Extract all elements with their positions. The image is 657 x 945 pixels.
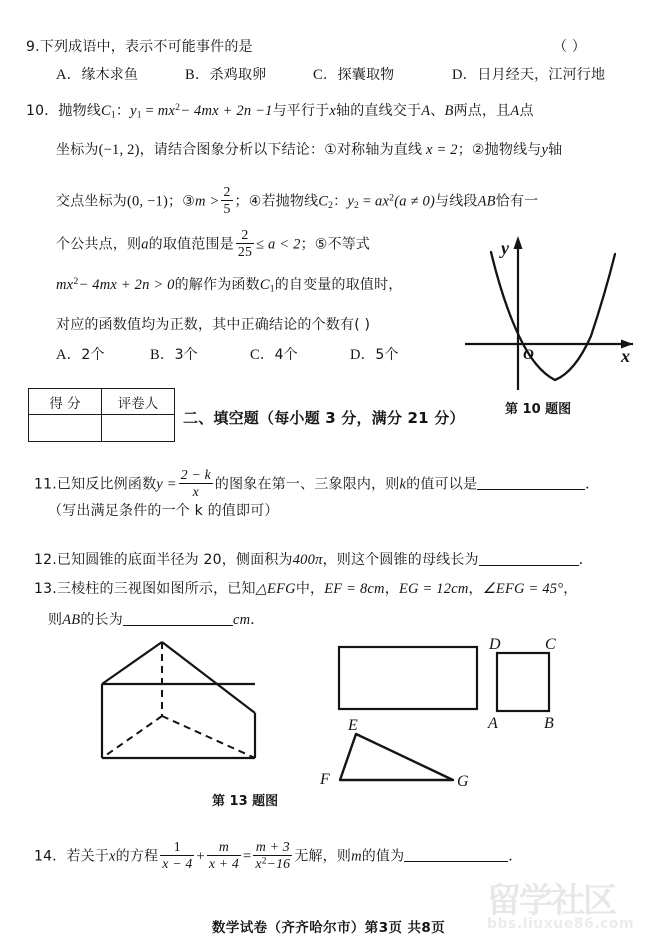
q10-l4-ineq: ≤ a < 2 [256,236,301,253]
q10-l1-eq: = [145,102,154,119]
q10-figure-caption: 第 10 题图 [505,402,572,417]
q9-option-d-text: 日月经天，江河行地 [477,67,606,83]
section2-title: 二、填空题（每小题 3 分，满分 21 分） [183,409,465,427]
q13-figure-rectangle-view [337,645,482,715]
q10-l2-c2: ；②抛物线与 [457,142,542,158]
q10-line1 [26,103,534,120]
q14-line1 [34,840,523,871]
q11-a: 11.已知反比例函数 [34,476,157,493]
q13-label-D: D [489,636,501,653]
q10-option-b-text: 3个 [174,347,198,363]
q10-l5-C1: C [259,276,270,293]
q10-l1-b: 与平行于 [272,102,330,119]
q9-option-d [452,68,605,83]
q10-line6: 对应的函数值均为正数，其中正确结论的个数有( ) [56,317,371,333]
q9-option-b [185,68,266,83]
q10-l3-frac-top: 2 [223,184,231,199]
q10-c1: C [101,102,111,119]
q13-line1 [34,582,577,597]
q13-l1-d: ， [468,581,483,597]
q10-y1: y [130,102,137,119]
q9-answer-parens: （ ） [553,39,587,55]
q10-l4-fraction [236,228,254,259]
q10-l3-colon: ： [333,193,348,210]
q10-l3-AB: AB [477,193,496,210]
q14-fraction-2 [207,840,241,871]
q11-line1 [34,468,599,499]
q10-l1-B: B [444,102,454,119]
q10-number: 10． [26,102,59,119]
q13-l1-a: 13.三棱柱的三视图如图所示，已知 [34,581,256,597]
q13-label-B: B [544,715,554,732]
q9-stem: 9.下列成语中，表示不可能事件的是 [26,39,253,55]
score-table-value-grader[interactable] [102,415,175,442]
q10-l1-a: 抛物线 [58,102,102,119]
q10-l1-A2: A [510,102,520,119]
q14-f3-bot-sup: 2 [261,856,267,867]
q13-l1-e: ， [563,581,578,597]
q10-l3-cond: (a ≠ 0) [394,193,436,210]
q11-fraction [179,468,213,499]
q10-l3-coord: (0, −1) [127,193,168,210]
q10-figure-y-label: y [501,238,509,258]
q14-plus: + [196,848,205,865]
q14-f1-top: 1 [173,839,181,854]
q9-option-b-text: 杀鸡取卵 [209,67,267,83]
q10-option-c-label: C． [250,347,275,363]
q10-option-c-text: 4个 [274,347,298,363]
q9-option-a-label: A． [56,67,82,83]
q12-period: ． [578,552,593,569]
q10-l3-a: 交点坐标为 [56,193,127,210]
q13-l2-a: 则 [48,612,63,629]
q10-option-b [150,348,198,363]
q10-option-d [350,348,399,363]
score-table [28,388,175,442]
score-table-value-row [29,415,175,442]
q10-option-d-text: 5个 [375,347,399,363]
q10-l2-c3: 轴 [548,142,563,158]
q14-f3-top: m + 3 [255,839,290,854]
q11-y: y = [156,476,177,493]
q10-c1-sub: 1 [110,109,116,121]
score-table-header-score: 得 分 [29,389,102,415]
q12-answer-blank[interactable] [479,551,579,566]
q13-figure-square-abcd [487,635,597,735]
watermark-url: bbs.liuxue86.com [487,916,635,932]
q10-line5 [56,277,403,294]
q14-b: 的方程 [115,848,159,865]
q14-fraction-1 [160,840,194,871]
q10-l3-frac-bot: 5 [223,201,231,217]
q13-answer-blank[interactable] [123,611,233,626]
q13-l2-b: 的长为 [80,612,123,629]
q11-period: ． [585,476,600,493]
q14-d: 的值为 [361,848,405,865]
q10-l1-x: x [329,102,337,119]
q10-l5-expr2: − 4mx + 2n > 0 [78,276,175,293]
q9-option-b-label: B． [185,67,210,83]
q10-l2-b: ，请结合图象分析以下结论： [139,142,325,158]
q14-f3-bot-a: x [255,856,262,872]
q10-l3-fraction [221,185,232,216]
q12-line1 [34,551,593,568]
q13-l2-cm: cm [232,612,251,629]
q10-l1-expr: mx [157,102,176,119]
q11-answer-blank[interactable] [477,475,585,490]
q14-x: x [109,848,116,865]
q10-l5-C1-sub: 1 [269,283,275,295]
q12-b: ，则这个圆锥的母线长为 [322,552,479,569]
q10-l3-expr-sup: 2 [389,192,395,204]
watermark-text: 留学社区 [487,881,615,921]
q10-l4-frac-bot: 25 [237,244,253,260]
q10-l2-c1: ①对称轴为直线 [324,142,423,158]
q13-l1-c: ， [384,581,399,597]
q13-label-G: G [457,773,469,790]
q10-option-a [56,348,105,363]
q10-option-b-label: B． [150,347,175,363]
q13-l2-ab: AB [62,612,81,629]
q13-line2 [48,611,264,628]
q11-frac-top: 2 − k [180,467,211,482]
q10-l5-expr-sup: 2 [73,276,79,287]
q13-l1-ef: EF = 8cm [324,581,385,597]
q14-f1-bot: x − 4 [162,856,193,872]
q10-option-a-text: 2个 [81,347,105,363]
q14-fraction-3 [253,840,292,871]
q10-l2-y: y [541,142,549,158]
q11-frac-bot: x [192,484,199,500]
q11-b: 的图象在第一、三象限内，则 [214,476,400,493]
q14-answer-blank[interactable] [404,847,508,862]
q14-period: ． [508,848,523,865]
score-table-header-grader: 评卷人 [102,389,175,415]
q14-eq: = [243,848,252,865]
q13-figure-prism [90,628,300,778]
q10-l3-y2: y [347,193,354,210]
q10-l3-eq: = [362,193,372,210]
q14-f2-top: m [218,839,229,854]
q10-l3-C2-sub: 2 [328,200,334,212]
q10-line3 [56,185,538,216]
q10-l3-b: ；③ [168,193,195,210]
q13-l1-b: 中， [295,581,325,597]
q10-l1-expr2: − 4mx + 2n −1 [180,102,273,119]
q10-l1-c: 轴的直线交于 [336,102,422,119]
q10-l4-c: ；⑤不等式 [300,236,371,253]
q13-l1-eg: EG = 12cm [398,581,469,597]
q9-option-a-text: 缘木求鱼 [81,67,139,83]
q10-l4-b: 的取值范围是 [148,236,234,253]
q14-f3-bot [253,856,292,871]
q13-label-F: F [320,771,330,788]
q10-l5-a: 的解作为函数 [174,276,260,293]
q13-l1-triangle: △EFG [255,581,296,597]
q10-option-d-label: D． [350,347,376,363]
q10-option-a-label: A． [56,347,82,363]
q10-option-c [250,348,298,363]
q13-l1-angle: ∠EFG = 45° [482,581,564,597]
q10-l3-c: ；④若抛物线 [234,193,319,210]
q10-l4-a: 个公共点，则 [56,236,142,253]
q10-y1-sub: 1 [136,109,142,121]
q10-l1-dun: 、 [430,102,445,119]
page-footer: 数学试卷（齐齐哈尔市）第3页 共8页 [211,920,446,936]
q10-l1-d: 两点，且 [453,102,511,119]
q10-line2 [56,143,562,158]
q13-label-C: C [545,636,556,653]
q12-expr: 400π [292,552,323,569]
q9-option-c [313,68,394,83]
q13-label-A: A [488,715,498,732]
q11-c: 的值可以是 [406,476,478,493]
q13-l2-period: ． [250,612,265,629]
q10-figure-parabola [463,232,653,392]
q10-figure-origin-label: O [523,347,534,363]
q10-l3-e: 恰有一 [495,193,539,210]
q13-figure-caption: 第 13 题图 [212,794,279,809]
q10-l2-coord: (−1, 2) [98,142,140,158]
q9-option-c-text: 探囊取物 [337,67,395,83]
q13-label-E: E [348,717,358,734]
q14-a: 14．若关于 [34,848,110,865]
q10-l4-a2: a [141,236,149,253]
q14-f2-bot: x + 4 [208,856,239,872]
q10-l3-y2-sub: 2 [354,200,359,212]
q13-figure-triangle-efg [318,718,478,798]
q11-k: k [399,476,407,493]
q10-l2-a: 坐标为 [56,142,99,158]
q10-l3-m: m > [194,193,220,210]
q14-c: 无解，则 [294,848,352,865]
q10-l4-frac-top: 2 [241,227,249,242]
q9-option-c-label: C． [313,67,338,83]
q10-l3-C2: C [318,193,329,210]
q9-option-a [56,68,138,83]
q10-l5-b: 的自变量的取值时， [274,276,403,293]
q10-l2-x2: x = 2 [426,142,458,158]
q10-l1-e: 点 [519,102,534,119]
q10-l3-expr: ax [375,193,390,210]
q10-figure-x-label: x [621,346,630,366]
score-table-header-row [29,389,175,415]
q11-note: （写出满足条件的一个 k 的值即可） [48,503,279,519]
q10-l1-A: A [421,102,431,119]
q14-m: m [351,848,362,865]
q9-option-d-label: D． [452,67,478,83]
score-table-value-score[interactable] [29,415,102,442]
q12-a: 12.已知圆锥的底面半径为 20，侧面积为 [34,552,293,569]
q10-l3-d: 与线段 [435,193,478,210]
q10-l1-expr-sup: 2 [175,102,181,113]
q10-line4 [56,228,370,259]
q10-l1-colon: ： [115,102,131,119]
q10-l5-expr: mx [56,276,74,293]
q14-f3-bot-b: −16 [266,856,291,872]
